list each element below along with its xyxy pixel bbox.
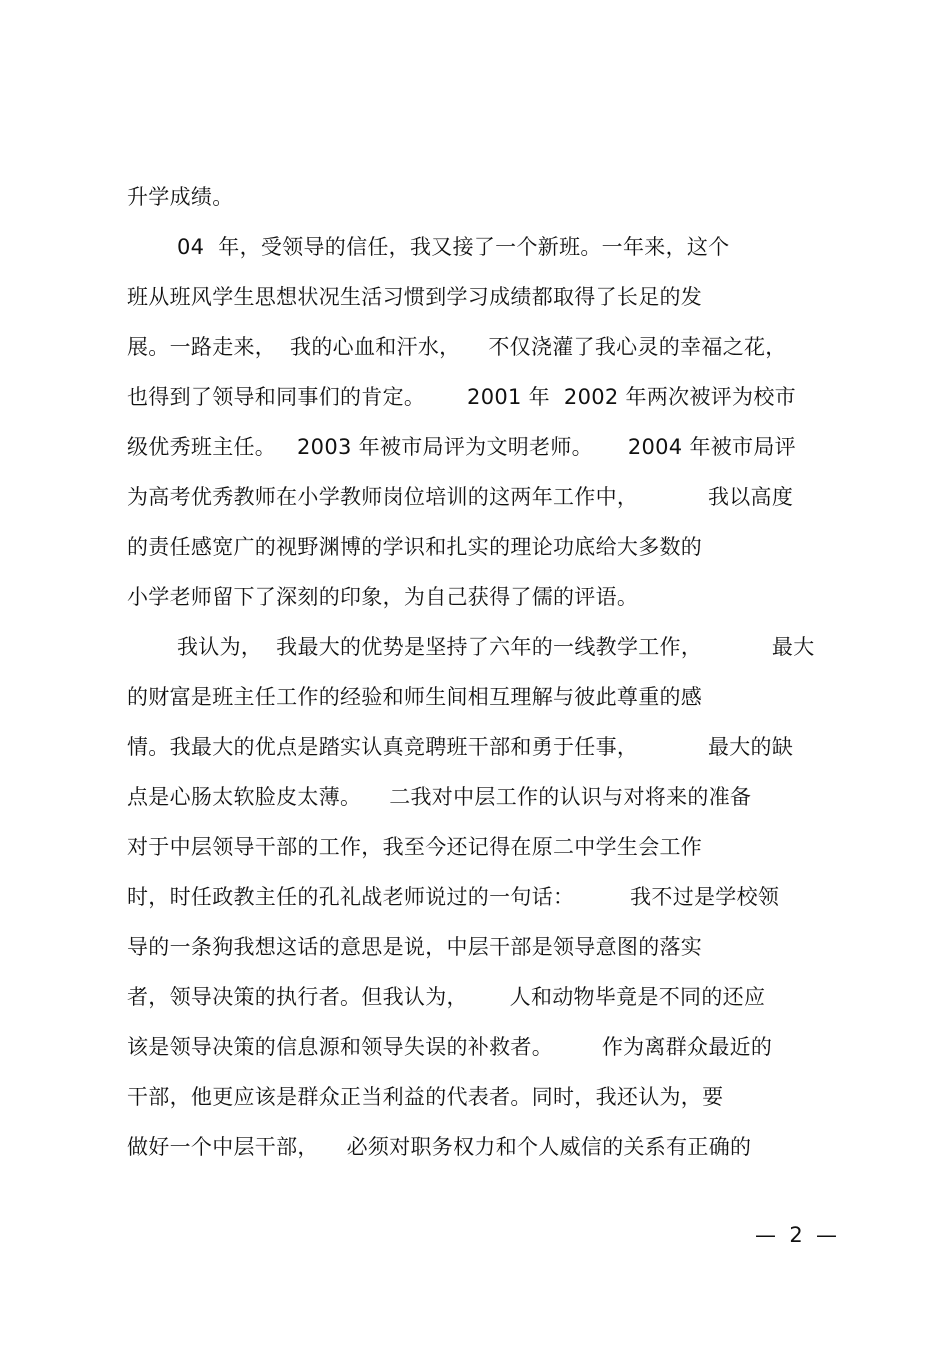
text-line: 我认为， 我最大的优势是坚持了六年的一线教学工作， 最大 (177, 635, 815, 659)
text-line: 级优秀班主任。 2003 年被市局评为文明老师。 2004 年被市局评 (127, 435, 796, 459)
text-line: 为高考优秀教师在小学教师岗位培训的这两年工作中， 我以高度 (127, 485, 794, 509)
text-line: 者，领导决策的执行者。但我认为， 人和动物毕竟是不同的还应 (127, 985, 766, 1009)
text-line: 情。我最大的优点是踏实认真竞聘班干部和勇于任事， 最大的缺 (127, 735, 794, 759)
text-line: 导的一条狗我想这话的意思是说，中层干部是领导意图的落实 (127, 935, 703, 959)
text-line: 点是心肠太软脸皮太薄。 二我对中层工作的认识与对将来的准备 (127, 785, 752, 809)
text-line: 升学成绩。 (127, 185, 234, 209)
page-number: — 2 — (755, 1223, 838, 1247)
text-line: 做好一个中层干部， 必须对职务权力和个人威信的关系有正确的 (127, 1135, 752, 1159)
text-line: 该是领导决策的信息源和领导失误的补救者。 作为离群众最近的 (127, 1035, 773, 1059)
text-line: 小学老师留下了深刻的印象，为自己获得了儒的评语。 (127, 585, 639, 609)
text-line: 班从班风学生思想状况生活习惯到学习成绩都取得了长足的发 (127, 285, 703, 309)
text-line: 也得到了领导和同事们的肯定。 2001 年 2002 年两次被评为校市 (127, 385, 796, 409)
text-line: 对于中层领导干部的工作，我至今还记得在原二中学生会工作 (127, 835, 703, 859)
text-line: 的责任感宽广的视野渊博的学识和扎实的理论功底给大多数的 (127, 535, 703, 559)
text-line: 展。一路走来， 我的心血和汗水， 不仅浇灌了我心灵的幸福之花， (127, 335, 787, 359)
body-text (127, 172, 837, 1172)
text-line: 干部，他更应该是群众正当利益的代表者。同时，我还认为，要 (127, 1085, 724, 1109)
text-line: 时，时任政教主任的孔礼战老师说过的一句话： 我不过是学校领 (127, 885, 780, 909)
text-line: 的财富是班主任工作的经验和师生间相互理解与彼此尊重的感 (127, 685, 703, 709)
text-line: 04 年，受领导的信任，我又接了一个新班。一年来，这个 (177, 235, 730, 259)
